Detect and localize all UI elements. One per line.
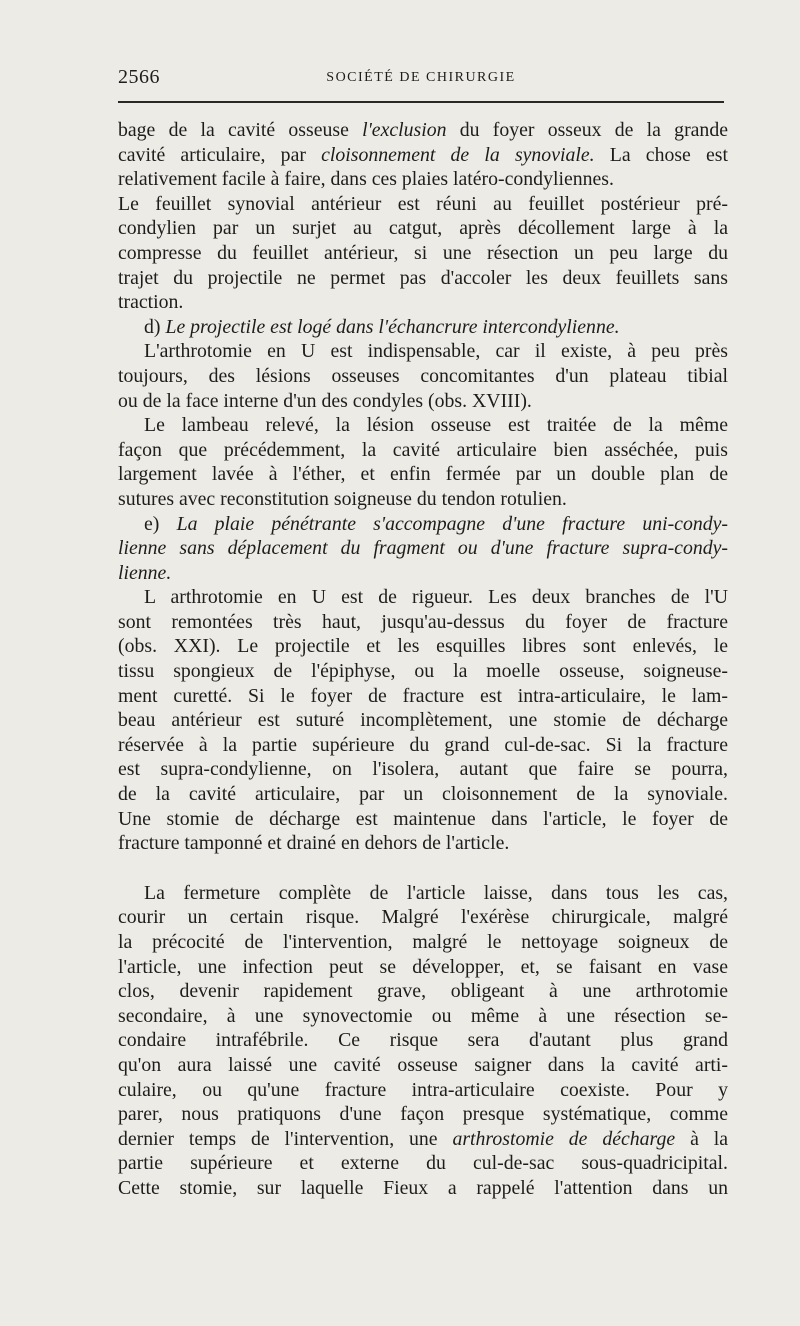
text-segment: dernier temps de l'intervention, une [118, 1127, 453, 1150]
text-segment: toujours, des lésions osseuses concomitantes d'un plateau tibial [118, 364, 728, 387]
text-segment: relativement facile à faire, dans ces plaies latéro-condyliennes. [118, 168, 614, 191]
text-segment: Le lambeau relevé, la lésion osseuse est traitée de la même [144, 414, 728, 437]
page-number: 2566 [118, 66, 160, 88]
italic-segment: Le projectile est logé dans l'échancrure intercondylienne. [165, 315, 620, 338]
text-line [118, 1004, 728, 1029]
text-line [118, 1078, 728, 1103]
text-line [118, 143, 728, 168]
italic-segment: arthrostomie de décharge [452, 1127, 676, 1150]
text-segment: Cette stomie, sur laquelle Fieux a rappelé l'attention dans un [118, 1176, 728, 1199]
text-segment: l'article, une infection peut se développer, et, se faisant en vase [118, 955, 728, 978]
text-segment: condaire intrafébrile. Ce risque sera d'autant plus grand [118, 1029, 728, 1052]
paragraph-gap [118, 856, 728, 881]
text-line [118, 1053, 728, 1078]
text-line [118, 290, 728, 315]
text-segment: trajet du projectile ne permet pas d'accoler les deux feuillets sans [118, 266, 728, 289]
text-line [118, 1028, 728, 1053]
text-segment: façon que précédemment, la cavité articulaire bien asséchée, puis [118, 438, 728, 461]
text-line [118, 1127, 728, 1152]
italic-segment: lienne sans déplacement du fragment ou d'une fracture supra-condy- [118, 537, 728, 560]
text-line [118, 782, 728, 807]
text-segment: La chose est [594, 143, 728, 166]
text-line [118, 462, 728, 487]
text-segment: e) [144, 512, 177, 535]
text-segment: traction. [118, 291, 184, 314]
text-segment: cavité articulaire, par [118, 143, 322, 166]
text-segment: largement lavée à l'éther, et enfin fermée par un double plan de [118, 463, 728, 486]
text-segment: qu'on aura laissé une cavité osseuse saigner dans la cavité arti- [118, 1053, 728, 1076]
text-segment: secondaire, à une synovectomie ou même à une résection se- [118, 1004, 728, 1027]
text-segment: ou de la face interne d'un des condyles (obs. XVIII). [118, 389, 532, 412]
text-segment: clos, devenir rapidement grave, obligeant à une arthrotomie [118, 980, 728, 1003]
text-segment: est supra-condylienne, on l'isolera, autant que faire se pourra, [118, 758, 728, 781]
text-line [118, 389, 728, 414]
text-line [118, 881, 728, 906]
text-line [118, 807, 728, 832]
text-line [118, 216, 728, 241]
text-segment: fracture tamponné et drainé en dehors de l'article. [118, 832, 510, 855]
body-text [118, 118, 728, 1201]
text-line [118, 487, 728, 512]
text-line [118, 684, 728, 709]
italic-segment: lienne. [118, 561, 172, 584]
text-line [118, 167, 728, 192]
text-segment: partie supérieure et externe du cul-de-sac sous-quadricipital. [118, 1152, 728, 1175]
text-segment: Le feuillet synovial antérieur est réuni au feuillet postérieur pré- [118, 192, 728, 215]
italic-segment: l'exclusion [362, 119, 447, 141]
text-line [118, 757, 728, 782]
text-segment: culaire, ou qu'une fracture intra-articulaire coexiste. Pour y [118, 1078, 728, 1101]
text-line [118, 955, 728, 980]
text-segment: d) [144, 315, 166, 338]
header-rule [118, 101, 724, 103]
text-line [118, 118, 728, 143]
text-line [118, 1176, 728, 1201]
page-header [118, 66, 724, 94]
text-segment: (obs. XXI). Le projectile et les esquilles libres sont enlevés, le [118, 635, 728, 658]
text-segment: Une stomie de décharge est maintenue dans l'article, le foyer de [118, 807, 728, 830]
text-line [118, 930, 728, 955]
text-line [118, 708, 728, 733]
text-line [118, 315, 728, 340]
text-line [118, 831, 728, 856]
text-line [118, 1151, 728, 1176]
italic-segment: cloisonnement de la synoviale. [321, 143, 595, 166]
text-segment: L'arthrotomie en U est indispensable, car il existe, à peu près [144, 340, 728, 363]
text-line [118, 192, 728, 217]
text-line [118, 1102, 728, 1127]
text-segment: la précocité de l'intervention, malgré le nettoyage soigneux de [118, 931, 728, 953]
text-line [118, 512, 728, 537]
text-line [118, 634, 728, 659]
text-line [118, 438, 728, 463]
text-segment: condylien par un surjet au catgut, après décollement large à la [118, 217, 728, 240]
text-segment: La fermeture complète de l'article laisse, dans tous les cas, [144, 881, 728, 904]
text-line [118, 561, 728, 586]
text-segment: à la [675, 1127, 729, 1150]
text-line [118, 536, 728, 561]
text-line [118, 364, 728, 389]
text-line [118, 979, 728, 1004]
text-segment: courir un certain risque. Malgré l'exérèse chirurgicale, malgré [118, 906, 728, 929]
text-segment: du foyer osseux de la grande [446, 119, 728, 141]
italic-segment: La plaie pénétrante s'accompagne d'une fracture uni-condy- [176, 512, 729, 535]
text-line [118, 733, 728, 758]
text-segment: ment curetté. Si le foyer de fracture est intra-articulaire, le lam- [118, 684, 728, 707]
text-line [118, 413, 728, 438]
text-segment: parer, nous pratiquons d'une façon presque systématique, comme [118, 1103, 728, 1126]
text-segment: sont remontées très haut, jusqu'au-dessus du foyer de fracture [118, 610, 728, 633]
text-line [118, 585, 728, 610]
text-segment: bage de la cavité osseuse [118, 119, 363, 141]
text-line [118, 905, 728, 930]
text-segment: sutures avec reconstitution soigneuse du tendon rotulien. [118, 487, 567, 510]
text-line [118, 339, 728, 364]
text-line [118, 266, 728, 291]
text-segment: beau antérieur est suturé incomplètement, une stomie de décharge [118, 709, 728, 732]
text-line [118, 610, 728, 635]
text-segment: compresse du feuillet antérieur, si une résection un peu large du [118, 241, 728, 264]
text-segment: tissu spongieux de l'épiphyse, ou la moelle osseuse, soigneuse- [118, 660, 728, 683]
text-segment: réservée à la partie supérieure du grand cul-de-sac. Si la fracture [118, 733, 728, 756]
text-line [118, 241, 728, 266]
text-segment: de la cavité articulaire, par un cloisonnement de la synoviale. [118, 783, 728, 806]
text-segment: L arthrotomie en U est de rigueur. Les deux branches de l'U [144, 586, 728, 609]
running-title: SOCIÉTÉ DE CHIRURGIE [326, 70, 516, 85]
text-line [118, 659, 728, 684]
